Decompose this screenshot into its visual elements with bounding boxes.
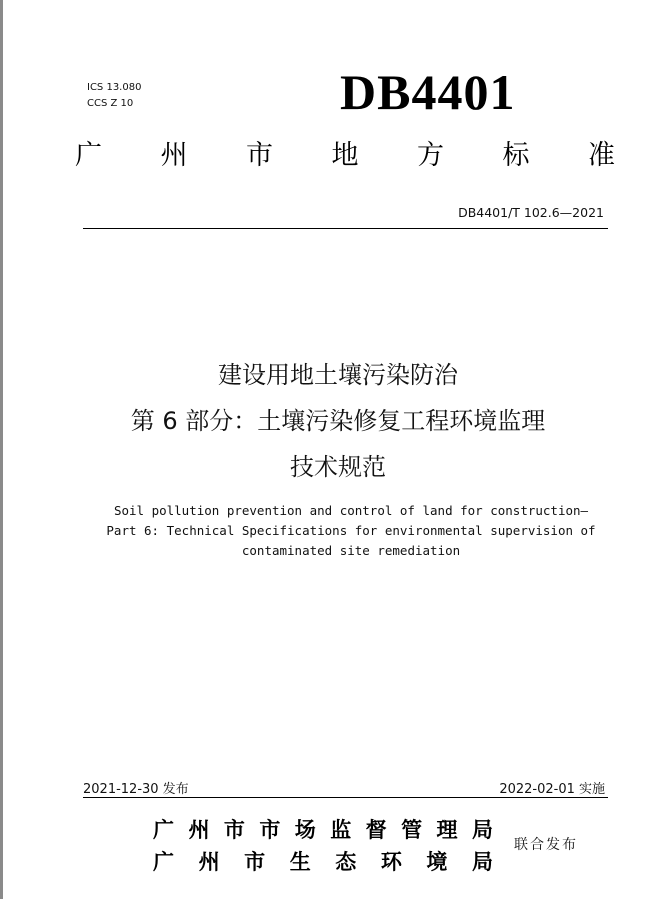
issuer-char: 环 [380, 849, 402, 874]
issuer-char: 生 [289, 849, 311, 874]
classification-codes [87, 80, 141, 112]
document-page [3, 0, 650, 899]
issuer-char: 市 [259, 817, 281, 842]
chinese-title-line: 技术规范 [290, 453, 386, 481]
issuer-char: 市 [223, 817, 245, 842]
issuer-char: 州 [198, 849, 220, 874]
org-title-char: 广 [75, 140, 102, 171]
implementation-date: 2022-02-01 实施 [499, 782, 605, 797]
standard-number: DB4401/T 102.6—2021 [458, 205, 604, 220]
issuer-ecology-environment [153, 846, 493, 878]
issuer-char: 广 [153, 817, 174, 842]
issuer-char: 市 [244, 849, 266, 874]
issuer-char: 场 [294, 817, 316, 842]
issuer-char: 理 [436, 817, 458, 842]
chinese-title-line: 建设用地土壤污染防治 [218, 361, 458, 389]
ccs-code: CCS Z 10 [87, 98, 134, 109]
org-title-char: 州 [160, 140, 188, 171]
issuer-char: 局 [471, 817, 493, 842]
ics-code: ICS 13.080 [87, 82, 142, 93]
standard-code: DB4401 [340, 64, 516, 120]
issue-date: 2021-12-30 发布 [83, 782, 189, 797]
chinese-title [43, 352, 633, 490]
issuer-char: 境 [426, 849, 448, 874]
english-title-line: contaminated site remediation [241, 543, 461, 558]
issuer-char: 广 [153, 849, 174, 874]
issuer-char: 管 [401, 817, 423, 842]
issuer-market-supervision [153, 814, 493, 846]
issuing-authorities [153, 814, 493, 878]
org-title-char: 地 [331, 140, 359, 171]
issuer-char: 州 [188, 817, 210, 842]
issuer-char: 态 [335, 849, 357, 874]
org-title-char: 市 [246, 140, 273, 171]
issuer-char: 局 [471, 849, 493, 874]
org-title-char: 准 [588, 140, 615, 171]
bottom-divider [83, 797, 608, 798]
org-title [75, 138, 615, 174]
top-divider [83, 228, 608, 229]
chinese-title-line: 第 6 部分：土壤污染修复工程环境监理 [130, 407, 546, 435]
english-title-line: Soil pollution prevention and control of land for construction— [113, 503, 589, 518]
org-title-char: 方 [417, 140, 444, 171]
issuer-char: 督 [365, 817, 387, 842]
org-title-char: 标 [502, 140, 530, 171]
english-title-line: Part 6: Technical Specifications for environmental supervision of [106, 523, 596, 538]
english-title [43, 501, 650, 561]
joint-release-label: 联合发布 [514, 837, 578, 853]
issuer-char: 监 [330, 817, 352, 842]
